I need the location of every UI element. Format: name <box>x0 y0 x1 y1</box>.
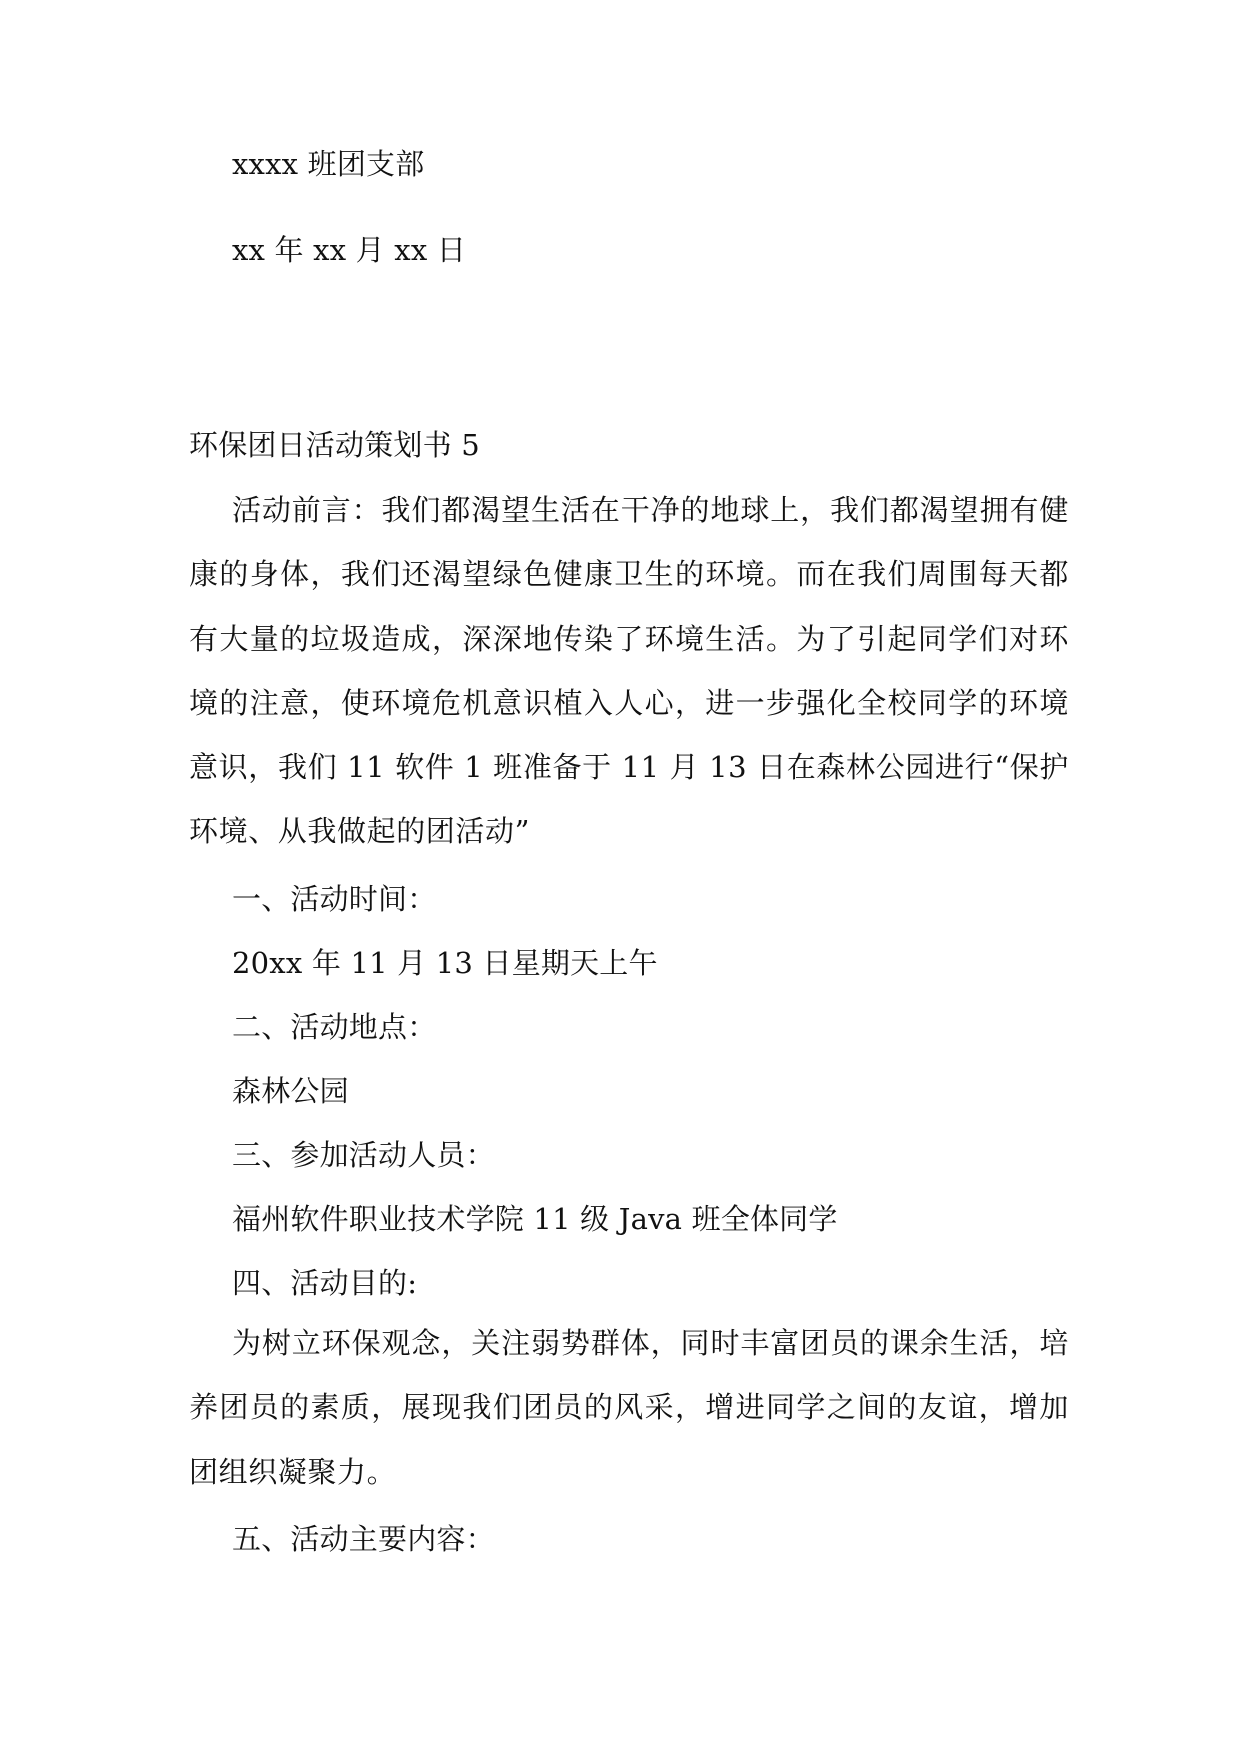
section-4-body: 为树立环保观念，关注弱势群体，同时丰富团员的课余生活，培养团员的素质，展现我们团员的风采，增进同学之间的友谊，增加团组织凝聚力。 <box>189 1326 1069 1489</box>
section-2-body: 森林公园 <box>232 1074 349 1108</box>
section-1-body: 20xx 年 11 月 13 日星期天上午 <box>232 946 658 980</box>
section-3-body: 福州软件职业技术学院 11 级 Java 班全体同学 <box>232 1202 838 1236</box>
section-4-heading: 四、活动目的: <box>232 1266 418 1300</box>
section-1-heading: 一、活动时间： <box>232 882 437 916</box>
section-5-heading: 五、活动主要内容： <box>232 1522 495 1556</box>
document-title: 环保团日活动策划书 5 <box>189 428 480 462</box>
preface-paragraph: 活动前言：我们都渴望生活在干净的地球上，我们都渴望拥有健康的身体，我们还渴望绿色健康卫生的环境。而在我们周围每天都有大量的垃圾造成，深深地传染了环境生活。为了引起同学们对环境的注意，使环境危机意识植入人心，进一步强化全校同学的环境意识，我们 11 软件 1 班准备于 11 月 13 日在森林公园进行“保护环境、从我做起的团活动” <box>189 493 1069 849</box>
signature-date: xx 年 xx 月 xx 日 <box>232 233 467 267</box>
section-2-heading: 二、活动地点： <box>232 1010 437 1044</box>
signature-org: xxxx 班团支部 <box>232 147 425 181</box>
section-3-heading: 三、参加活动人员： <box>232 1138 495 1172</box>
